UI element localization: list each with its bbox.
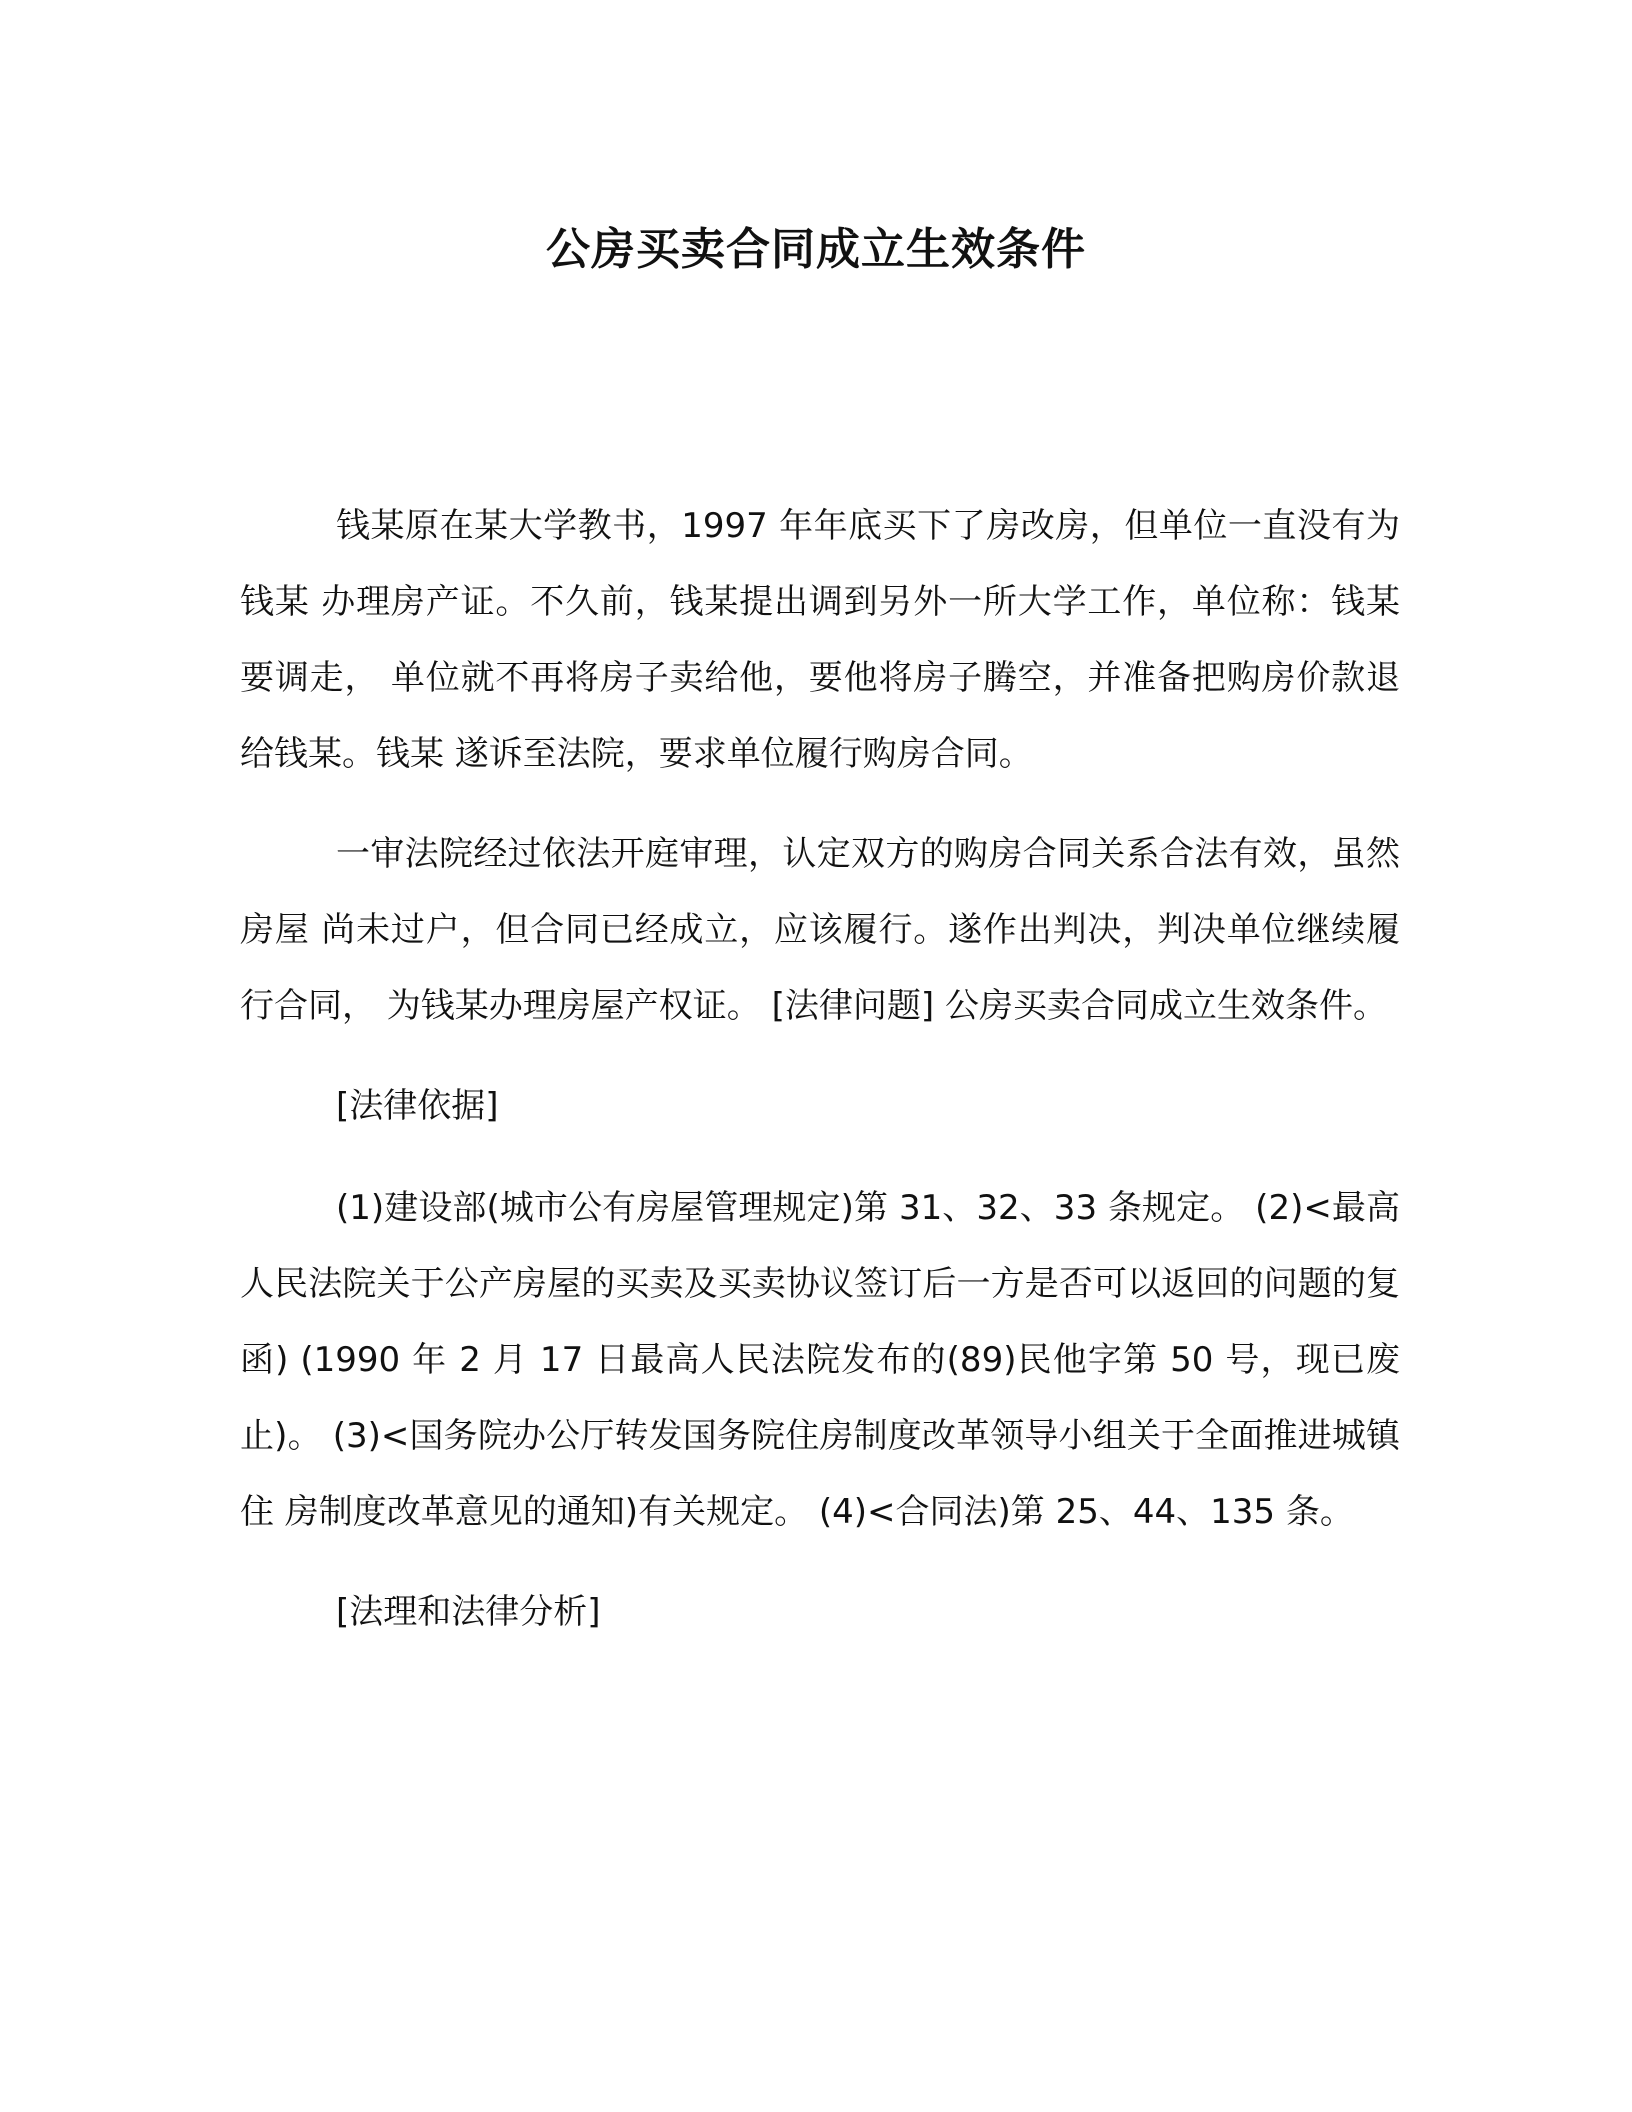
document-title: 公房买卖合同成立生效条件: [546, 224, 1086, 275]
paragraph-legal-basis: (1)建设部(城市公有房屋管理规定)第 31、32、33 条规定。 (2)<最高人民法院关于公产房屋的买卖及买卖协议签订后一方是否可以返回的问题的复函) (1990 年 2 月 17 日最高人民法院发布的(89)民他字第 50 号，现已废止)。 (3)<国务院办公厅转发国务院住房制度改革领导小组关于全面推进城镇住 房制度改革意见的通知)有关规定。 (4)<合同法)第 25、44、135 条。: [240, 1188, 1400, 1532]
paragraph-case-facts: 钱某原在某大学教书，1997 年年底买下了房改房，但单位一直没有为钱某 办理房产证。不久前，钱某提出调到另外一所大学工作，单位称：钱某要调走， 单位就不再将房子卖给他，要他将房子腾空，并准备把购房价款退给钱某。钱某 遂诉至法院，要求单位履行购房合同。: [240, 506, 1400, 774]
paragraph-first-instance: 一审法院经过依法开庭审理，认定双方的购房合同关系合法有效，虽然房屋 尚未过户，但合同已经成立，应该履行。遂作出判决，判决单位继续履行合同， 为钱某办理房屋产权证。 [法律问题] 公房买卖合同成立生效条件。: [240, 834, 1400, 1026]
section-heading-legal-basis: [法律依据]: [336, 1086, 499, 1126]
section-heading-legal-analysis: [法理和法律分析]: [336, 1592, 601, 1632]
document-body: [240, 488, 1400, 1676]
